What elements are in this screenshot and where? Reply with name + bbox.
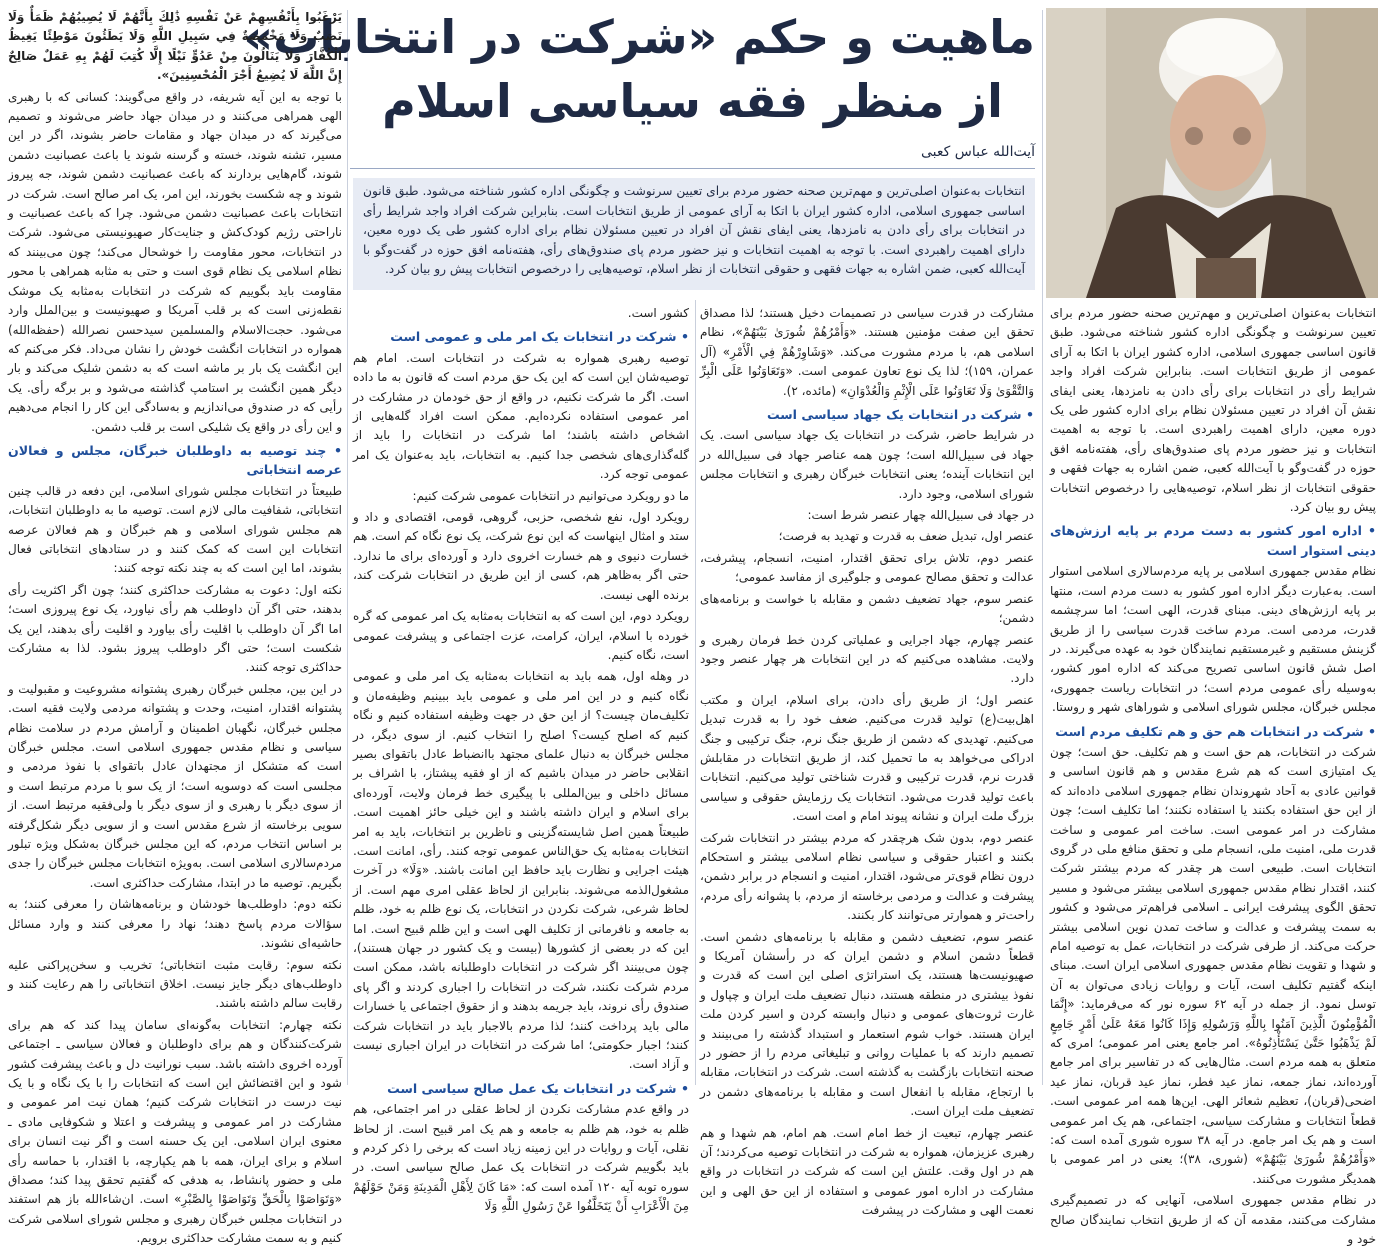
article-column-4 bbox=[8, 8, 342, 1246]
paragraph: کشور است. bbox=[627, 306, 689, 320]
column-divider bbox=[1042, 10, 1043, 1085]
column-divider bbox=[347, 10, 348, 1085]
subheading: • شرکت در انتخابات یک امر ملی و عمومی است bbox=[353, 327, 689, 346]
paragraph: عنصر سوم، جهاد تضعیف دشمن و مقابله با خواست و برنامه‌های دشمن؛ bbox=[700, 591, 1034, 626]
paragraph: انتخابات به‌عنوان اصلی‌ترین و مهم‌ترین صحنه حضور مردم برای تعیین سرنوشت و چگونگی اداره کشور شناخته می‌شود. طبق قانون اساسی جمهوری اسلامی، اداره کشور ایران با اتکا به آرای عمومی از طریق انتخابات است. بنابراین شرکت افراد واجد شرایط رأی در انتخابات برای رأی دادن به نامزدها، یعنی ایفای نقش آن افراد در تعیین مسئولان نظام برای اداره کشور طی یک دوره معین، دارای اهمیت راهبردی است. با توجه به اهمیت انتخابات و نیز حضور مردم پای صندوق‌های رأی، هفته‌نامه افق حوزه در گفت‌وگو با آیت‌الله کعبی، ضمن اشاره به جهات فقهی و حقوقی انتخابات از نظر اسلام، توصیه‌هایی را درخصوص انتخابات پیش رو بیان کرد. bbox=[1050, 306, 1376, 515]
paragraph: در جهاد فی سبیل‌الله چهار عنصر شرط است: bbox=[807, 508, 1034, 523]
article-column-2 bbox=[700, 304, 1034, 1218]
paragraph: در واقع عدم مشارکت نکردن از لحاظ عقلی در امر اجتماعی، هم ظلم به خود، هم ظلم به جامعه و هم یک امر قبیح است. از لحاظ نقلی، آیات و روایات در این زمینه زیاد است که برخی را ذکر کردم و باید بگوییم شرکت در انتخابات یک عمل صالح سیاسی است. در سوره توبه آیه ۱۲۰ آمده است که: «مَا كَانَ لِأَهْلِ الْمَدِينَةِ وَمَنْ حَوْلَهُمْ مِنَ الْأَعْرَابِ أَنْ يَتَخَلَّفُوا عَنْ رَسُولِ اللَّهِ وَلَا bbox=[353, 1102, 689, 1214]
subheading: • اداره امور کشور به دست مردم بر پایه ارزش‌های دینی استوار است bbox=[1050, 521, 1376, 560]
column-divider bbox=[695, 300, 696, 1085]
subheading: • شرکت در انتخابات هم حق و هم تکلیف مردم است bbox=[1050, 722, 1376, 741]
paragraph: رویکرد دوم، این است که به انتخابات به‌مثابه یک امر عمومی که گره خورده با اسلام، ایران، کرامت، عزت اجتماعی و پیشرفت عمومی است، نگاه کنیم. bbox=[353, 609, 689, 662]
paragraph: طبیعتاً در انتخابات مجلس شورای اسلامی، این دفعه در قالب چنین انتخاباتی، شفافیت مالی لازم است. توصیه ما به داوطلبان انتخابات، هم مجلس شورای اسلامی و هم خبرگان و هم فعالان عرصه انتخابات این است که کمک کنند و در ستادهای انتخاباتی فعال بشوند، اما این است که به چند نکته توجه کنند: bbox=[8, 483, 342, 576]
paragraph: عنصر اول، تبدیل ضعف به قدرت و تهدید به فرصت؛ bbox=[778, 529, 1034, 544]
subheading: • شرکت در انتخابات یک جهاد سیاسی است bbox=[700, 405, 1034, 424]
lead-box: انتخابات به‌عنوان اصلی‌ترین و مهم‌ترین صحنه حضور مردم برای تعیین سرنوشت و چگونگی اداره کشور شناخته می‌شود. طبق قانون اساسی جمهوری اسلامی، اداره کشور ایران با اتکا به آرای عمومی از طریق انتخابات است. بنابراین شرکت افراد واجد شرایط رأی در انتخابات برای رأی دادن به نامزدها، یعنی ایفای نقش آن افراد در تعیین مسئولان نظام برای اداره کشور طی یک دوره معین، دارای اهمیت راهبردی است. با توجه به اهمیت انتخابات و نیز حضور مردم پای صندوق‌های رأی، هفته‌نامه افق حوزه در گفت‌وگو با آیت‌الله کعبی، ضمن اشاره به جهات فقهی و حقوقی انتخابات از نظر اسلام، توصیه‌هایی را درخصوص انتخابات پیش رو بیان کرد. bbox=[353, 178, 1035, 290]
quran-quote: يَرْغَبُوا بِأَنْفُسِهِمْ عَنْ نَفْسِهِ ذَٰلِكَ بِأَنَّهُمْ لَا يُصِيبُهُمْ ظَمَأٌ وَلَا نَصَبٌ وَلَا مَخْمَصَةٌ فِي سَبِيلِ اللَّهِ وَلَا يَطَئُونَ مَوْطِئًا يَغِيظُ الْكُفَّارَ وَلَا يَنَالُونَ مِنْ عَدُوٍّ نَيْلًا إِلَّا كُتِبَ لَهُمْ بِهِ عَمَلٌ صَالِحٌ إِنَّ اللَّهَ لَا يُضِيعُ أَجْرَ الْمُحْسِنِينَ». bbox=[8, 10, 342, 83]
paragraph: در این بین، مجلس خبرگان رهبری پشتوانه مشروعیت و مقبولیت و پشتوانه اقتدار، امنیت، وحدت و پشتوانه مردمی ولایت فقیه است. مجلس خبرگان، نگهبان اطمینان و آرامش مردم در سلامت نظام سیاسی و نظام مقدس جمهوری اسلامی است. مجلس خبرگان است که متشکل از مجتهدان عادل باتقوای با نفوذ مردمی و مجلسی است که دوسویه است؛ از یک سو با مردم مرتبط است و از سوی دیگر با رهبری و از سوی دیگر با ولی‌فقیه مرتبط است. از سویی برخاسته از شرع مقدس است و از سویی دیگر شکل‌گرفته بر اساس انتخاب مردم، که این مجلس خبرگان به‌شکل ویژه تبلور مردم‌سالاری اسلامی است. به‌ویژه انتخابات مجلس خبرگان را جدی بگیریم. توصیه ما در ابتدا، مشارکت حداکثری است. bbox=[8, 681, 342, 890]
article-column-1 bbox=[1050, 304, 1376, 1247]
author-photo bbox=[1046, 8, 1378, 298]
paragraph: عنصر چهارم، جهاد اجرایی و عملیاتی کردن خط فرمان رهبری و ولایت. مشاهده می‌کنیم که در این انتخابات هر چهار عنصر وجود دارد. bbox=[700, 632, 1034, 686]
paragraph: با توجه به این آیه شریفه، در واقع می‌گویند: کسانی که با رهبری الهی همراهی می‌کنند و در میدان جهاد حاضر می‌شوند و تصمیم می‌گیرند که در میدان جهاد و مقامات حاضر بشوند، اگر در این مسیر، تشنه شوند، خسته و گرسنه شوند یا باعث عصبانیت دشمن شوند، گام‌هایی بردارند که باعث عصبانیت دشمن شوند، جه پیروز شوند و چه شکست بخورند، این امر، یک امر صالح است. شرکت در انتخابات باعث عصبانیت دشمن می‌شود. چرا که باعث عصبانیت و ناراحتی رژیم کودک‌کش و جنایت‌کار صهیونیستی می‌شود. شرکت در انتخابات، محور مقاومت را خوشحال می‌کند؛ چون می‌بینند که نظام اسلامی یک نظام قوی است و حتی به مثابه همراهی با محور مقاومت باید بگوییم که شرکت در انتخابات به‌مثابه یک موشک نقطه‌زنی است که بر قلب آمریکا و صهیونیست و بین‌الملل وارد می‌شود. حجت‌الاسلام والمسلمین سیدحسن نصرالله (حفظه‌الله) همواره در انتخابات انگشت خودش را نشان می‌داد. فکر می‌کنم که این انگشت یک بار بر ماشه است که به دشمن شلیک می‌کند و بار دیگر همین انگشت بر استامپ گذاشته می‌شود و بر برگه رأی. یک رأیی که در صندوق می‌اندازیم و به‌سادگی این کار را انجام می‌دهیم و این رأی در واقع یک شلیکی است بر قلب دشمن. bbox=[8, 89, 342, 434]
paragraph: ما دو رویکرد می‌توانیم در انتخابات عمومی شرکت کنیم: bbox=[412, 488, 689, 503]
headline bbox=[243, 8, 1035, 136]
paragraph: در شرایط حاضر، شرکت در انتخابات یک جهاد سیاسی است. یک جهاد فی سبیل‌الله است؛ چون همه عناصر جهاد فی سبیل‌الله در این انتخابات آینده؛ یعنی انتخابات خبرگان رهبری و انتخابات مجلس شورای اسلامی، وجود دارد. bbox=[700, 428, 1034, 501]
author-name: آیت‌الله عباس کعبی bbox=[921, 144, 1035, 160]
paragraph: عنصر دوم، تلاش برای تحقق اقتدار، امنیت، انسجام، پیشرفت، عدالت و تحقق مصالح عمومی و جلوگیری از مفاسد عمومی؛ bbox=[700, 550, 1034, 585]
paragraph: نکته سوم: رقابت مثبت انتخاباتی؛ تخریب و سخن‌پراکنی علیه داوطلب‌های دیگر جایز نیست. اخلاق انتخاباتی را هم رعایت کنند و رقابت سالم داشته باشند. bbox=[8, 957, 342, 1011]
subheading: • شرکت در انتخابات یک عمل صالح سیاسی است bbox=[353, 1079, 689, 1098]
headline-line-2: از منظر فقه سیاسی اسلام bbox=[382, 74, 1003, 128]
paragraph: نکته دوم: داوطلب‌ها خودشان و برنامه‌هاشان را معرفی کنند؛ به سؤالات مردم پاسخ دهند؛ نهاد را معرفی کنند و وارد مسائل حاشیه‌ای نشوند. bbox=[8, 897, 342, 951]
paragraph: شرکت در انتخابات، هم حق است و هم تکلیف. حق است؛ چون یک امتیازی است که هم شرع مقدس و هم قانون اساسی و قوانین عادی به آحاد شهروندان نظام جمهوری اسلامی داده‌اند که از این حق استفاده بکنند یا استفاده نکنند؛ اما تکلیف است؛ چون مشارکت در امر عمومی است. ساخت امر عمومی و ساخت قدرت ملی، امنیت ملی، انسجام ملی و تحقق منافع ملی در گروی انتخابات است. طبیعی است هر چقدر که مردم بیشتر شرکت کنند، اقتدار نظام مقدس جمهوری اسلامی بیشتر می‌شود و مسیر تحقق الگوی پیشرفت ایرانی ـ اسلامی فراهم‌تر می‌شود و کشور به سمت پیشرفت و عدالت و ساخت تمدن نوین اسلامی بیشتر حرکت می‌کند. از طرفی شرکت در انتخابات، عمل به توصیه امام و شهدا و تقویت نظام مقدس جمهوری اسلامی ایران است. مبنای اینکه گفتیم تکلیف است، آیات و روایات زیادی می‌توان به آن توسل نمود. از جمله در آیه ۶۲ سوره نور که می‌فرماید: «إِنَّمَا الْمُؤْمِنُونَ الَّذِينَ آمَنُوا بِاللَّهِ وَرَسُولِهِ وَإِذَا كَانُوا مَعَهُ عَلَىٰ أَمْرٍ جَامِعٍ لَمْ يَذْهَبُوا حَتَّىٰ يَسْتَأْذِنُوهُ». امر جامع یعنی امر عمومی؛ امری که متعلق به همه مردم است. مثال‌هایی که در تفاسیر برای امر جامع آورده‌اند، نماز جمعه، نماز عید فطر، نماز عید قربان، نماز عید اضحی(قربان)، تعظیم شعائر الهی. این‌ها همه امر عمومی است. قطعاً انتخابات و مشارکت سیاسی، اجتماعی، هم یک امر عمومی است و هم یک امر جامع. در آیه ۳۸ سوره شوری آمده است که: «وَأَمْرُهُمْ شُورَىٰ بَيْنَهُمْ» (شوری، ۳۸)؛ یعنی در امر عمومی با همدیگر مشورت می‌کنند. bbox=[1050, 744, 1376, 1186]
article-column-3 bbox=[353, 304, 689, 1214]
paragraph: عنصر چهارم، تبعیت از خط امام است. هم امام، هم شهدا و هم رهبری عزیزمان، همواره به شرکت در انتخابات توصیه می‌کردند؛ آن هم در اول وقت. علتش این است که شرکت در انتخابات در واقع مشارکت در اداره امور عمومی و استفاده از این حق الهی و این نعمت الهی و مشارکت در پیشرفت bbox=[700, 1125, 1034, 1218]
byline bbox=[350, 138, 1035, 169]
paragraph: نظام مقدس جمهوری اسلامی بر پایه مردم‌سالاری اسلامی استوار است. به‌عبارت دیگر اداره امور کشور به دست مردم است، منتها بر پایه ارزش‌های دینی. مبنای قدرت، الهی است؛ اما سرچشمه قدرت، مردمی است. مردم ساخت قدرت سیاسی را از طریق گزینش مستقیم و غیرمستقیم نمایندگان خود به عهده می‌گیرند. در اصل شش قانون اساسی تصریح می‌کند که اداره امور کشور، به‌وسیله رأی عمومی مردم است؛ در انتخابات ریاست جمهوری، مجلس خبرگان، مجلس شورای اسلامی و شوراهای شهر و روستا. bbox=[1050, 564, 1376, 715]
paragraph: عنصر اول؛ از طریق رأی دادن، برای اسلام، ایران و مکتب اهل‌بیت(ع) تولید قدرت می‌کنیم. ضعف خود را به قدرت تبدیل می‌کنیم. تهدیدی که دشمن از طریق جنگ نرم، جنگ ترکیبی و جنگ ادراکی می‌خواهد به ما تحمیل کند، از طریق انتخابات در مقابلش قدرت نرم، قدرت ترکیبی و قدرت شناختی تولید می‌کنیم. انتخابات باعث تولید قدرت می‌شود. انتخابات یک رزمایش حقوقی و سیاسی بزرگ ملت ایران و نشانه پیوند امام و امت است. bbox=[700, 692, 1034, 824]
paragraph: در نظام مقدس جمهوری اسلامی، آنهایی که در تصمیم‌گیری مشارکت می‌کنند، مقدمه آن که از طریق انتخاب نمایندگان صالح خود و bbox=[1050, 1193, 1376, 1247]
paragraph: نکته چهارم: انتخابات به‌گونه‌ای سامان پیدا کند که هم برای شرکت‌کنندگان و هم برای داوطلبان و فعالان سیاسی ـ اجتماعی آورده اخروی داشته باشد. سبب نورانیت دل و باعث پیشرفت کشور شود و این اقتضائش این است که انتخابات را با یک نگاه و با یک نیت درست در انتخابات شرکت کنیم؛ همان نیت امر عمومی و مشارکت در امر عمومی و پیشرفت و اعتلا و شکوفایی مادی ـ معنوی ایران اسلامی. این یک حسنه است و اگر نیت انسان برای اسلام و برای ایران، همه با هم یکپارچه، با اقتدار، با حماسه رأی ملی و حضور پانشاط، به هدفی که گفتیم تحقق پیدا کند؛ مصداق «وَتَوَاصَوْا بِالْحَقِّ وَتَوَاصَوْا بِالصَّبْرِ» است. ان‌شاءالله باز هم استفند در انتخابات مجلس خبرگان رهبری و مجلس شورای اسلامی شرکت کنیم و به سمت مشارکت حداکثری برویم. bbox=[8, 1017, 342, 1246]
headline-line-1: ماهیت و حکم «شرکت در انتخابات» bbox=[243, 10, 1035, 64]
subheading: • چند توصیه به داوطلبان خبرگان، مجلس و فعالان عرصه انتخاباتی bbox=[8, 441, 342, 480]
paragraph: عنصر دوم، بدون شک هرچقدر که مردم بیشتر در انتخابات شرکت بکنند و اعتبار حقوقی و سیاسی نظام اسلامی بیشتر و استحکام درون نظام قوی‌تر می‌شود، اقتدار، امنیت و انسجام در برابر دشمن، پیشرفت و عدالت و مردمی برخاسته از مردم، با پشوانه رأی مردم، راحت‌تر و هموارتر می‌توانند کار بکنند. bbox=[700, 830, 1034, 923]
cleric-portrait-image bbox=[1046, 8, 1378, 298]
paragraph: در وهله اول، همه باید به انتخابات به‌مثابه یک امر ملی و عمومی نگاه کنیم و در این امر ملی و عمومی باید ببینیم وظیفه‌مان و تکلیف‌مان چیست؟ از این حق در جهت وظیفه استفاده کنیم و نگاه کنیم که اصلح کیست؟ اصلح را انتخاب کنیم. از سوی دیگر، در مجلس خبرگان به دنبال علمای مجتهد باانضباط عادل باتقوای بصیر انقلابی حاضر در میدان باشیم که از او فقیه پیشتاز، با اشراف بر مسائل داخلی و بین‌المللی با پیگیری خط فرمان ولایت، آورده‌ای برای اسلام و ایران داشته باشند و این خیلی حائز اهمیت است. طبیعتاً همین اصل شایسته‌گزینی و ناظرین بر انتخابات، باید به امر انتخابات به‌مثابه یک حق‌الناس عمومی توجه کنند. رأی، امانت است. هیئت اجرایی و نظارت باید حافظ این امانت باشند. «وَلَا» در آخرت مشغول‌الذمه می‌شوند. بنابراین از لحاظ عقلی امری مهم است. از لحاظ شرعی، شرکت نکردن در انتخابات، یک نوع ظلم به خود، ظلم به جامعه و نافرمانی از تکلیف الهی است و این ظلم قبیح است. اما این که در بعضی از کشورها (بیست و یک کشور در جهان هستند)، چون می‌بینند اگر شرکت در انتخابات داوطلبانه باشد، ممکن است مردم شرکت نکنند، شرکت در انتخابات را اجباری کردند و اگر پای صندوق رأی نروند، باید جریمه بدهند و از حقوق اجتماعی یا خسارات مالی باید پرداخت کنند؛ لذا مردم بالاجبار باید در انتخابات شرکت کنند؛ اجبار حکومتی؛ اما شرکت در انتخابات در ایران اجباری نیست و آزاد است. bbox=[353, 669, 689, 1072]
paragraph: عنصر سوم، تضعیف دشمن و مقابله با برنامه‌های دشمن است. قطعاً دشمن اسلام و دشمن ایران که در رأسشان آمریکا و صهیونیست‌ها هستند، یک استراتژی اصلی این است که قدرت و نفوذ بیشتری در منطقه هستند، دنبال تضعیف ملت ایران و چپاول و غارت ثروت‌های عمومی و دنبال وابسته کردن و اسیر کردن ملت ایران هستند. خواب شوم استعمار و استبداد گذشته را می‌بینند و تصمیم دارند که با عملیات روانی و تبلیغاتی مردم را از حضور در صحنه انتخابات بازگشت به گذشته است. شرکت در انتخابات، مقابله با ارتجاع، مقابله با انفعال است و مقابله با برنامه‌های دشمن در تضعیف ملت ایران است. bbox=[700, 929, 1034, 1119]
paragraph: نکته اول: دعوت به مشارکت حداکثری کنند؛ چون اگر اکثریت رأی بدهند، حتی اگر آن داوطلب هم رأی نیاورد، یک نوع پیروزی است؛ اما اگر آن داوطلب با اقلیت رأی بیاورد و اقلیت رأی بدهند، این یک شکست است؛ حتی اگر داوطلب پیروز بشود. لذا به مشارکت حداکثری توجه کنند. bbox=[8, 582, 342, 675]
paragraph: رویکرد اول، نفع شخصی، حزبی، گروهی، قومی، اقتصادی و داد و ستد و امثال اینهاست که این نوع شرکت، یک نوع نگاه کم است. هم خسارت دنیوی و هم خسارت اخروی دارد و آورده‌ای برای ما ندارد. حتی اگر به‌ظاهر هم، کسی از این طریق در انتخابات شرکت کند، برنده الهی نیست. bbox=[353, 510, 689, 602]
paragraph: توصیه رهبری همواره به شرکت در انتخابات است. امام هم توصیه‌شان این است که این یک حق مردم است که قانون به ما داده است. اگر ما شرکت نکنیم، در واقع از حق خودمان در مشارکت در امر عمومی استفاده نکرده‌ایم. ممکن است افراد گله‌هایی از اشخاص داشته باشند؛ اما شرکت در انتخابات را باید از گله‌گذاری‌های شخصی جدا کنیم. به انتخابات، باید به‌عنوان یک امر عمومی توجه کرد. bbox=[353, 350, 689, 482]
paragraph: مشارکت در قدرت سیاسی در تصمیمات دخیل هستند؛ لذا مصداق تحقق این صفت مؤمنین هستند. «وَأَمْرُهُمْ شُورَىٰ بَيْنَهُمْ»، نظام اسلامی هم، با مردم مشورت می‌کند. «وَشَاوِرْهُمْ فِي الْأَمْرِ» (آل عمران، ۱۵۹)؛ لذا یک نوع تعاون عمومی است. «وَتَعَاوَنُوا عَلَى الْبِرِّ وَالتَّقْوَىٰ وَلَا تَعَاوَنُوا عَلَى الْإِثْمِ وَالْعُدْوَانِ» (مائده، ۲). bbox=[700, 306, 1034, 398]
